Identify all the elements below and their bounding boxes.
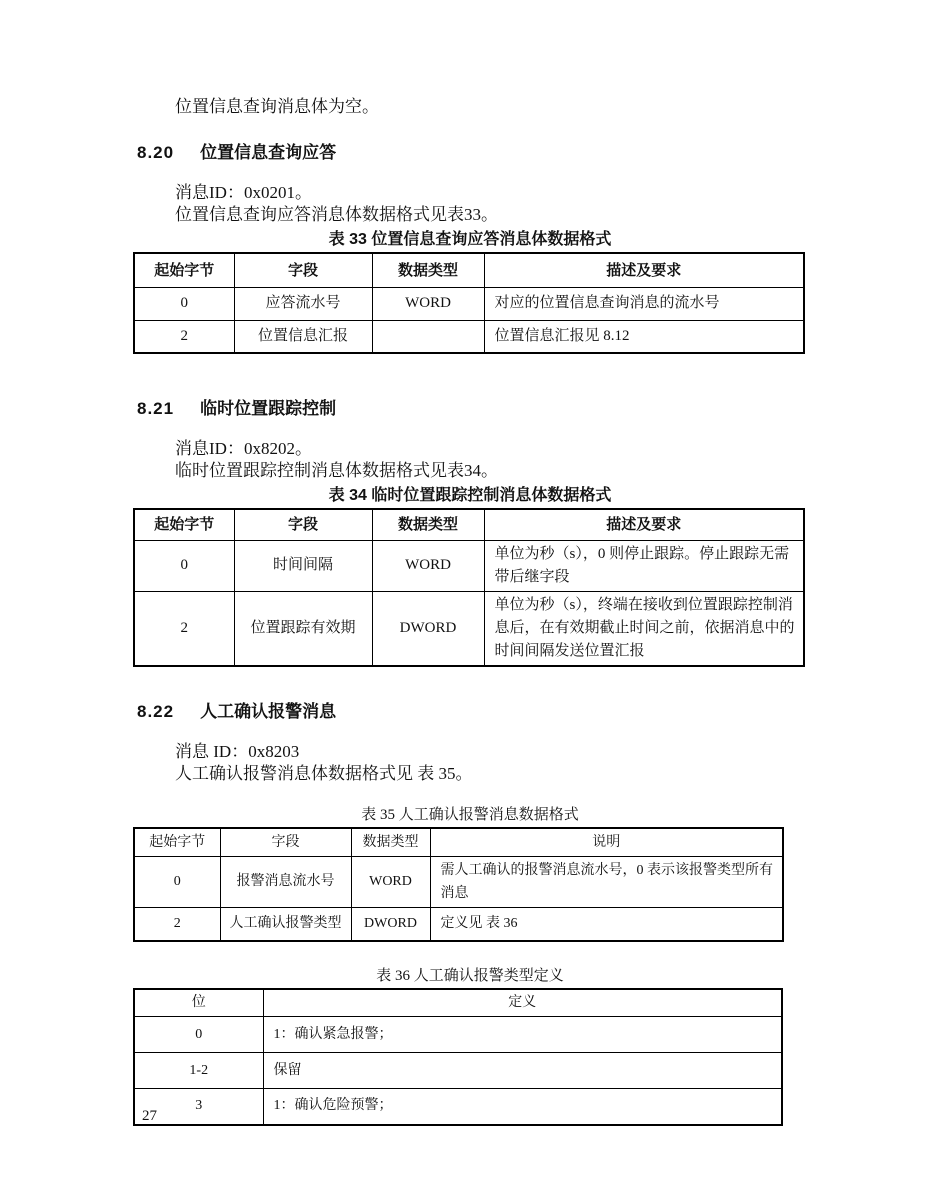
section-number: 8.20: [137, 143, 175, 162]
column-header: 字段: [220, 828, 351, 857]
column-header: 字段: [234, 509, 372, 540]
table-33-caption: 表 33 位置信息查询应答消息体数据格式: [328, 231, 612, 248]
column-header: 起始字节: [134, 253, 234, 287]
table-row: [134, 591, 804, 666]
table-33: [133, 252, 805, 354]
table-36-caption: 表 36 人工确认报警类型定义: [376, 968, 564, 984]
column-header: 字段: [234, 253, 372, 287]
paragraph-message-id: 消息ID：0x0201。: [175, 183, 312, 202]
column-header: 数据类型: [351, 828, 430, 857]
table-row: [134, 907, 783, 941]
column-header: 数据类型: [372, 253, 484, 287]
paragraph-table-ref: 位置信息查询应答消息体数据格式见表33。: [175, 205, 498, 224]
section-number: 8.22: [137, 701, 175, 721]
table-34-caption: 表 34 临时位置跟踪控制消息体数据格式: [328, 487, 612, 504]
column-header: 起始字节: [134, 828, 220, 857]
section-heading-8-22: [137, 701, 940, 723]
table-cell: DWORD: [372, 591, 484, 666]
column-header: 定义: [263, 989, 782, 1017]
table-cell: 0: [134, 287, 234, 320]
table-row: [134, 320, 804, 353]
section-number: 8.21: [137, 399, 175, 418]
table-cell: 报警消息流水号: [220, 856, 351, 907]
section-title: 人工确认报警消息: [200, 701, 337, 721]
column-header: 描述及要求: [484, 253, 804, 287]
table-cell: 应答流水号: [234, 287, 372, 320]
table-cell: 人工确认报警类型: [220, 907, 351, 941]
table-row: [134, 540, 804, 591]
table-35-caption: 表 35 人工确认报警消息数据格式: [361, 806, 579, 823]
section-heading-8-20: [137, 142, 940, 164]
table-row: [134, 1053, 782, 1089]
table-cell: 2: [134, 907, 220, 941]
section-title: 临时位置跟踪控制: [200, 399, 337, 418]
table-header-row: [134, 828, 783, 857]
table-cell: 0: [134, 1017, 263, 1053]
column-header: 说明: [430, 828, 783, 857]
table-cell: 3: [134, 1089, 263, 1125]
table-cell: 2: [134, 591, 234, 666]
table-cell: 单位为秒（s），终端在接收到位置跟踪控制消息后，在有效期截止时间之前，依据消息中的时间间隔发送位置汇报: [484, 591, 804, 666]
table-cell: 需人工确认的报警消息流水号，0 表示该报警类型所有消息: [430, 856, 783, 907]
table-cell: 1：确认危险预警；: [263, 1089, 782, 1125]
column-header: 起始字节: [134, 509, 234, 540]
table-cell: WORD: [372, 287, 484, 320]
section-heading-8-21: [137, 398, 940, 420]
table-cell: 1：确认紧急报警；: [263, 1017, 782, 1053]
column-header: 位: [134, 989, 263, 1017]
table-cell: 保留: [263, 1053, 782, 1089]
table-cell: 定义见 表 36: [430, 907, 783, 941]
section-title: 位置信息查询应答: [200, 143, 337, 162]
table-header-row: [134, 509, 804, 540]
column-header: 描述及要求: [484, 509, 804, 540]
table-cell: 0: [134, 540, 234, 591]
table-cell: 对应的位置信息查询消息的流水号: [484, 287, 804, 320]
table-36: [133, 988, 783, 1126]
intro-paragraph: 位置信息查询消息体为空。: [175, 97, 379, 116]
table-cell: 位置信息汇报见 8.12: [484, 320, 804, 353]
table-cell: 时间间隔: [234, 540, 372, 591]
table-cell: 2: [134, 320, 234, 353]
table-row: [134, 856, 783, 907]
paragraph-table-ref: 人工确认报警消息体数据格式见 表 35。: [175, 763, 473, 783]
table-35: [133, 827, 784, 943]
page-number: 27: [142, 1108, 157, 1124]
paragraph-table-ref: 临时位置跟踪控制消息体数据格式见表34。: [175, 461, 498, 480]
table-cell: 单位为秒（s），0 则停止跟踪。停止跟踪无需带后继字段: [484, 540, 804, 591]
table-row: [134, 1089, 782, 1125]
column-header: 数据类型: [372, 509, 484, 540]
paragraph-message-id: 消息ID：0x8202。: [175, 439, 312, 458]
table-header-row: [134, 989, 782, 1017]
paragraph-message-id: 消息 ID：0x8203: [175, 741, 300, 761]
table-cell: 位置信息汇报: [234, 320, 372, 353]
table-cell: 0: [134, 856, 220, 907]
table-cell: WORD: [372, 540, 484, 591]
table-cell: WORD: [351, 856, 430, 907]
table-cell: 1-2: [134, 1053, 263, 1089]
table-header-row: [134, 253, 804, 287]
table-cell: [372, 320, 484, 353]
table-row: [134, 1017, 782, 1053]
table-row: [134, 287, 804, 320]
table-34: [133, 508, 805, 667]
table-cell: DWORD: [351, 907, 430, 941]
table-cell: 位置跟踪有效期: [234, 591, 372, 666]
